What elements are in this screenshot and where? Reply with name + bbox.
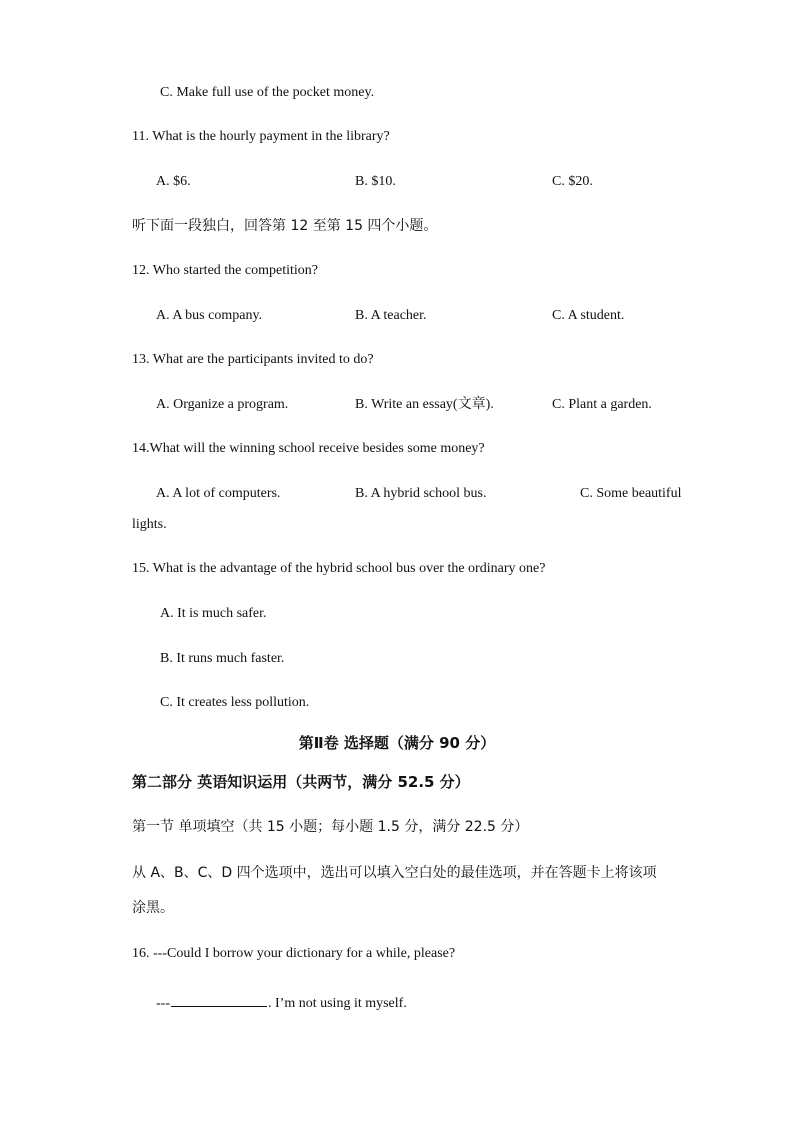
q10-option-c: C. Make full use of the pocket money.	[160, 85, 375, 100]
q11-option-c: C. $20.	[552, 174, 593, 189]
q14-question: 14.What will the winning school receive besides some money?	[132, 441, 485, 456]
part-two-title: 第二部分 英语知识运用（共两节，满分 52.5 分）	[132, 773, 470, 791]
q16-question: 16. ---Could I borrow your dictionary for a while, please?	[132, 946, 456, 961]
q14-option-c: C. Some beautiful	[580, 486, 682, 501]
q15-option-a: A. It is much safer.	[160, 606, 267, 621]
q16-answer-suffix: . I’m not using it myself.	[268, 996, 407, 1011]
q15-option-c: C. It creates less pollution.	[160, 695, 310, 710]
q15-question: 15. What is the advantage of the hybrid school bus over the ordinary one?	[132, 561, 546, 576]
section-one-title: 第一节 单项填空（共 15 小题；每小题 1.5 分，满分 22.5 分）	[132, 819, 529, 835]
instruction-line-2: 涂黑。	[132, 900, 174, 916]
q12-option-c: C. A student.	[552, 308, 625, 323]
q13-option-c: C. Plant a garden.	[552, 397, 652, 412]
q14-option-a: A. A lot of computers.	[156, 486, 281, 501]
q14-option-c-continuation: lights.	[132, 517, 167, 532]
q13-question: 13. What are the participants invited to do?	[132, 352, 374, 367]
q14-option-b: B. A hybrid school bus.	[355, 486, 487, 501]
q12-question: 12. Who started the competition?	[132, 263, 318, 278]
volume-title: 第Ⅱ卷 选择题（满分 90 分）	[298, 734, 496, 752]
q13-option-b: B. Write an essay(文章).	[355, 397, 494, 412]
q16-answer-line	[156, 992, 407, 1013]
q16-answer-prefix: ---	[156, 996, 170, 1011]
q15-option-b: B. It runs much faster.	[160, 651, 285, 666]
q11-question: 11. What is the hourly payment in the library?	[132, 129, 390, 144]
q13-option-a: A. Organize a program.	[156, 397, 289, 412]
monologue-instruction: 听下面一段独白，回答第 12 至第 15 四个小题。	[132, 218, 438, 234]
q12-option-a: A. A bus company.	[156, 308, 263, 323]
q11-option-a: A. $6.	[156, 174, 191, 189]
q11-option-b: B. $10.	[355, 174, 396, 189]
instruction-line-1: 从 A、B、C、D 四个选项中，选出可以填入空白处的最佳选项，并在答题卡上将该项	[132, 865, 657, 881]
q12-option-b: B. A teacher.	[355, 308, 427, 323]
q16-answer-blank[interactable]	[171, 992, 267, 1007]
